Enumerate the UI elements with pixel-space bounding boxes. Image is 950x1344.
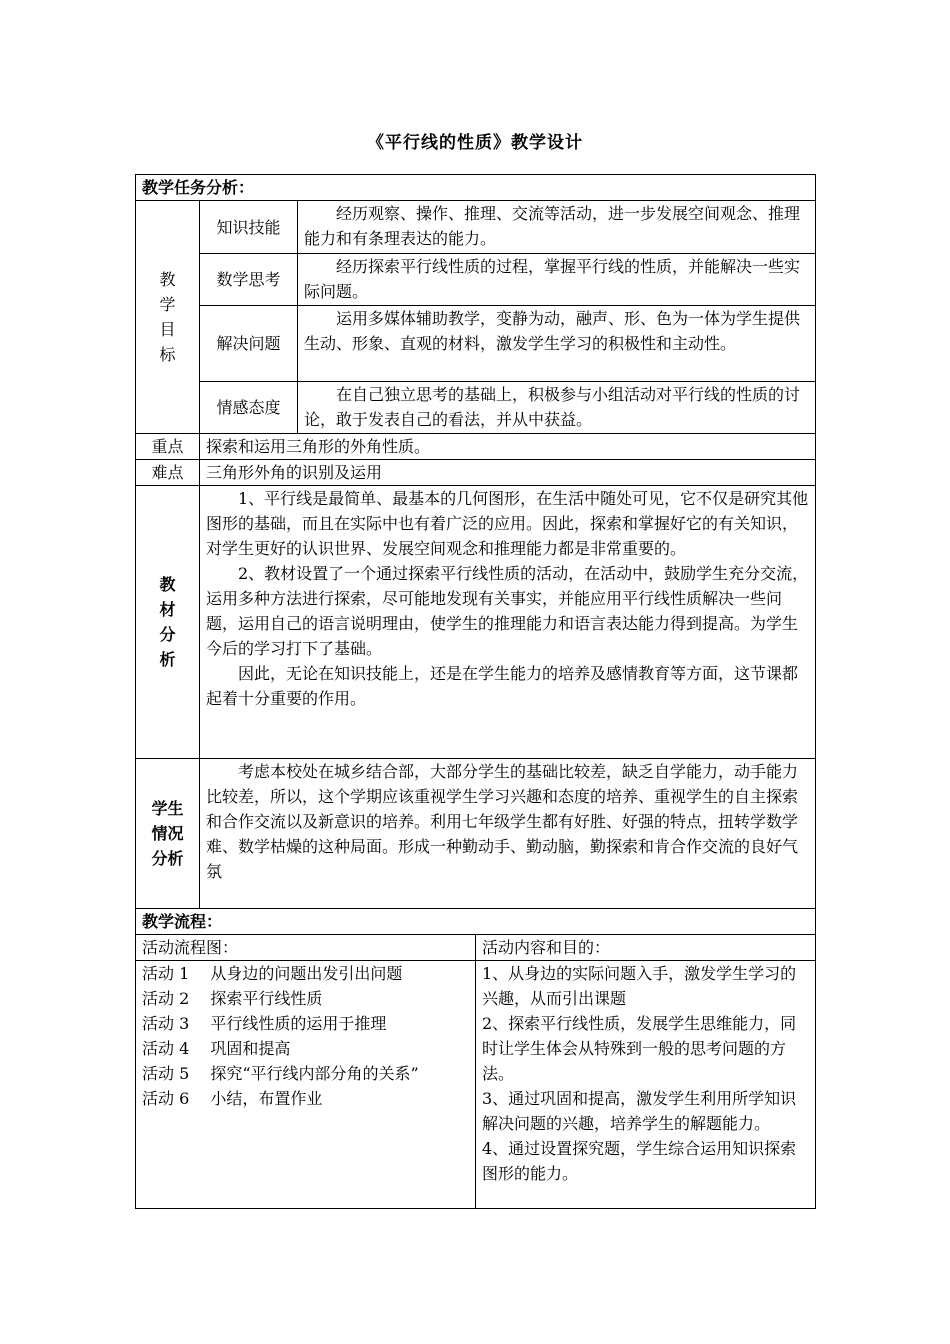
purpose-item: 3、通过巩固和提高，激发学生利用所学知识解决问题的兴趣，培养学生的解题能力。 (482, 1089, 797, 1133)
purpose-item: 1、从身边的实际问题入手，激发学生学习的兴趣，从而引出课题 (482, 964, 797, 1008)
activity-item: 活动 3 平行线性质的运用于推理 (142, 1014, 387, 1033)
material-analysis-label: 教 材 分 析 (136, 486, 200, 759)
activity-item: 活动 6 小结，布置作业 (142, 1089, 323, 1108)
activity-item: 活动 4 巩固和提高 (142, 1039, 291, 1058)
material-paragraph: 2、教材设置了一个通过探索平行线性质的活动，在活动中，鼓励学生充分交流，运用多种方法进行探索，尽可能地发现有关事实，并能应用平行线性质解决一些问题，运用自己的语言说明理由，使学生的推理能力和语言表达能力得到提高。为学生今后的学习打下了基础。 (206, 564, 809, 658)
activity-item: 活动 1 从身边的问题出发引出问题 (142, 964, 403, 983)
purpose-list (476, 961, 816, 1209)
purpose-item: 4、通过设置探究题，学生综合运用知识探索图形的能力。 (482, 1139, 797, 1183)
goal-label: 情感态度 (200, 382, 298, 434)
difficulty-label: 难点 (136, 460, 200, 486)
student-analysis-text: 考虑本校处在城乡结合部，大部分学生的基础比较差，缺乏自学能力，动手能力比较差，所以，这个学期应该重视学生学习兴趣和态度的培养、重视学生的自主探索和合作交流以及新意识的培养。利用七年级学生都有好胜、好强的特点，扭转学数学难、数学枯燥的这种局面。形成一种勤动手、勤动脑，勤探索和肯合作交流的良好气氛 (200, 759, 816, 909)
goal-section-label: 教 学 目 标 (136, 201, 200, 434)
material-paragraph: 因此，无论在知识技能上，还是在学生能力的培养及感情教育等方面，这节课都起着十分重要的作用。 (206, 664, 799, 708)
flow-header: 教学流程： (136, 909, 816, 935)
goal-label: 知识技能 (200, 201, 298, 254)
goal-label: 解决问题 (200, 306, 298, 382)
lesson-design-table (135, 174, 816, 1209)
key-point-label: 重点 (136, 434, 200, 460)
flow-left-header: 活动流程图： (136, 935, 476, 961)
activity-item: 活动 5 探究“平行线内部分角的关系” (142, 1064, 419, 1083)
goal-label: 数学思考 (200, 254, 298, 306)
goal-text: 经历观察、操作、推理、交流等活动，进一步发展空间观念、推理能力和有条理表达的能力。 (298, 201, 816, 254)
purpose-item: 2、探索平行线性质，发展学生思维能力，同时让学生体会从特殊到一般的思考问题的方法。 (482, 1014, 797, 1083)
goal-text: 运用多媒体辅助教学，变静为动，融声、形、色为一体为学生提供生动、形象、直观的材料，激发学生学习的积极性和主动性。 (298, 306, 816, 382)
student-analysis-label: 学生 情况 分析 (136, 759, 200, 909)
activity-list (136, 961, 476, 1209)
document-title: 《平行线的性质》教学设计 (367, 133, 583, 153)
activity-item: 活动 2 探索平行线性质 (142, 989, 323, 1008)
goal-text: 经历探索平行线性质的过程，掌握平行线的性质，并能解决一些实际问题。 (298, 254, 816, 306)
task-analysis-header: 教学任务分析： (136, 175, 816, 201)
material-analysis-text (200, 486, 816, 759)
key-point-text: 探索和运用三角形的外角性质。 (200, 434, 816, 460)
material-paragraph: 1、平行线是最简单、最基本的几何图形，在生活中随处可见，它不仅是研究其他图形的基础，而且在实际中也有着广泛的应用。因此，探索和掌握好它的有关知识，对学生更好的认识世界、发展空间观念和推理能力都是非常重要的。 (206, 489, 809, 558)
difficulty-text: 三角形外角的识别及运用 (200, 460, 816, 486)
goal-text: 在自己独立思考的基础上，积极参与小组活动对平行线的性质的讨论，敢于发表自己的看法，并从中获益。 (298, 382, 816, 434)
flow-right-header: 活动内容和目的： (476, 935, 816, 961)
